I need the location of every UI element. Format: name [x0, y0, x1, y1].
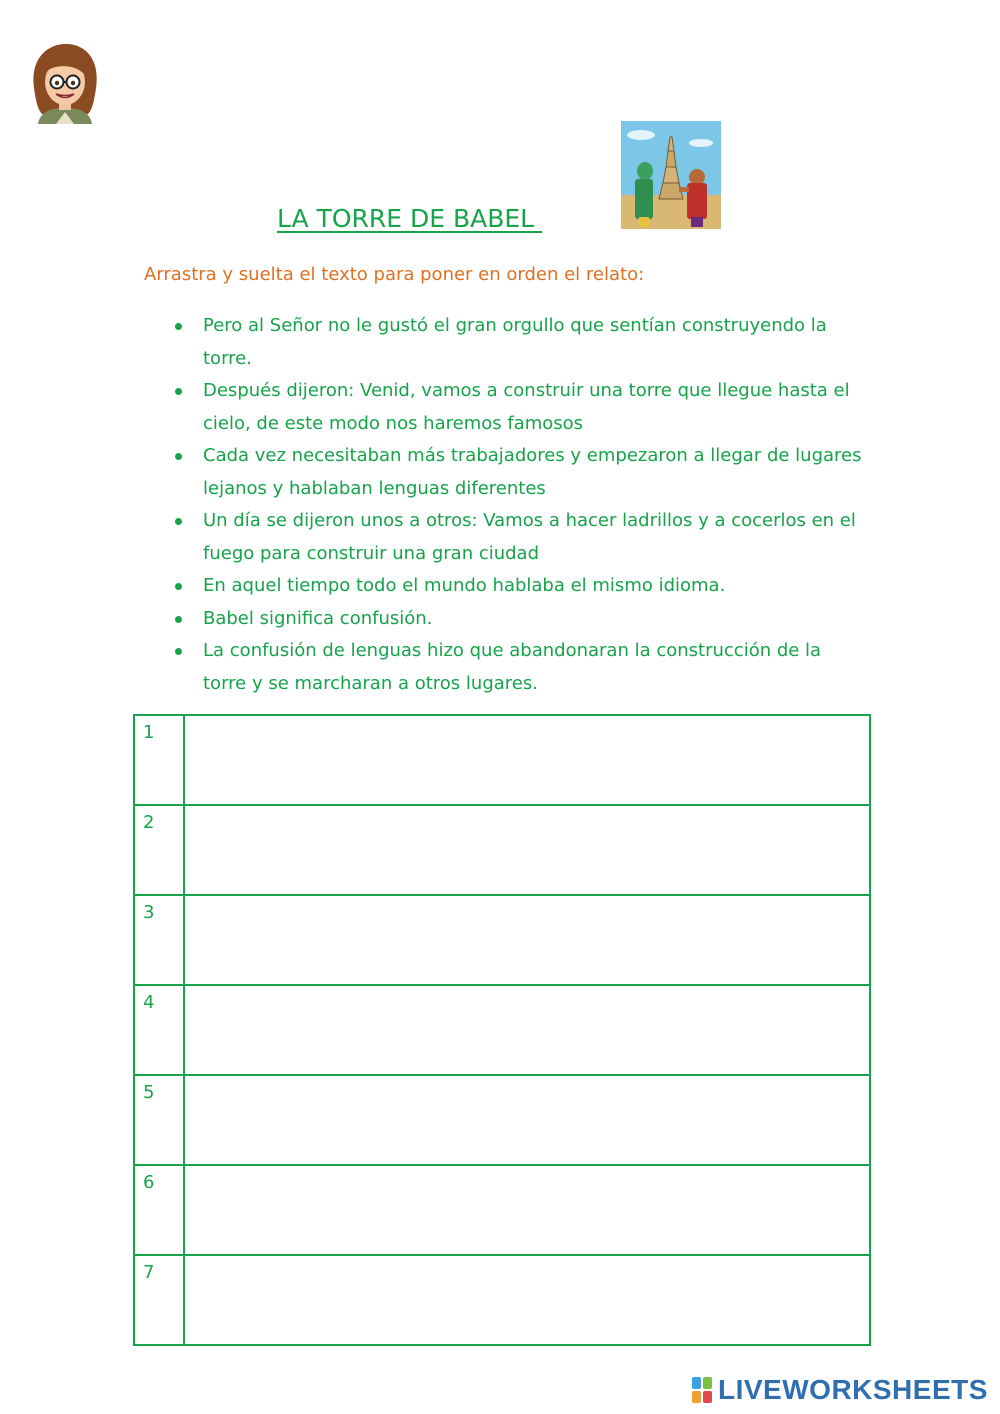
table-row	[134, 895, 870, 985]
draggable-story-item[interactable]: Cada vez necesitaban más trabajadores y empezaron a llegar de lugares lejanos y hablaban lenguas diferentes	[170, 440, 870, 505]
draggable-story-item[interactable]: La confusión de lenguas hizo que abandonaran la construcción de la torre y se marcharan a otros lugares.	[170, 635, 870, 700]
drop-slot-6[interactable]	[184, 1165, 870, 1255]
row-number: 2	[134, 805, 184, 895]
draggable-story-item[interactable]: Babel significa confusión.	[170, 603, 870, 636]
row-number: 7	[134, 1255, 184, 1345]
draggable-story-item[interactable]: Después dijeron: Venid, vamos a construir una torre que llegue hasta el cielo, de este modo nos haremos famosos	[170, 375, 870, 440]
table-row	[134, 805, 870, 895]
drop-slot-4[interactable]	[184, 985, 870, 1075]
order-table	[133, 714, 871, 1346]
footer-branding	[692, 1374, 988, 1406]
page-title: LA TORRE DE BABEL	[277, 204, 543, 233]
table-row	[134, 1165, 870, 1255]
drop-slot-7[interactable]	[184, 1255, 870, 1345]
drop-slot-3[interactable]	[184, 895, 870, 985]
table-row	[134, 985, 870, 1075]
liveworksheets-logo-icon	[692, 1377, 712, 1403]
drop-slot-1[interactable]	[184, 715, 870, 805]
footer-brand-text: LIVEWORKSHEETS	[718, 1374, 988, 1405]
instruction-text: Arrastra y suelta el texto para poner en orden el relato:	[144, 264, 645, 285]
row-number: 4	[134, 985, 184, 1075]
draggable-story-item[interactable]: En aquel tiempo todo el mundo hablaba el mismo idioma.	[170, 570, 870, 603]
table-row	[134, 1075, 870, 1165]
table-row	[134, 715, 870, 805]
row-number: 3	[134, 895, 184, 985]
row-number: 1	[134, 715, 184, 805]
drop-slot-2[interactable]	[184, 805, 870, 895]
drop-slot-5[interactable]	[184, 1075, 870, 1165]
draggable-story-item[interactable]: Pero al Señor no le gustó el gran orgullo que sentían construyendo la torre.	[170, 310, 870, 375]
tower-of-babel-illustration	[621, 121, 721, 229]
draggable-story-item[interactable]: Un día se dijeron unos a otros: Vamos a hacer ladrillos y a cocerlos en el fuego para construir una gran ciudad	[170, 505, 870, 570]
row-number: 5	[134, 1075, 184, 1165]
row-number: 6	[134, 1165, 184, 1255]
table-row	[134, 1255, 870, 1345]
story-items-list	[170, 310, 870, 700]
teacher-avatar-icon	[26, 42, 104, 124]
